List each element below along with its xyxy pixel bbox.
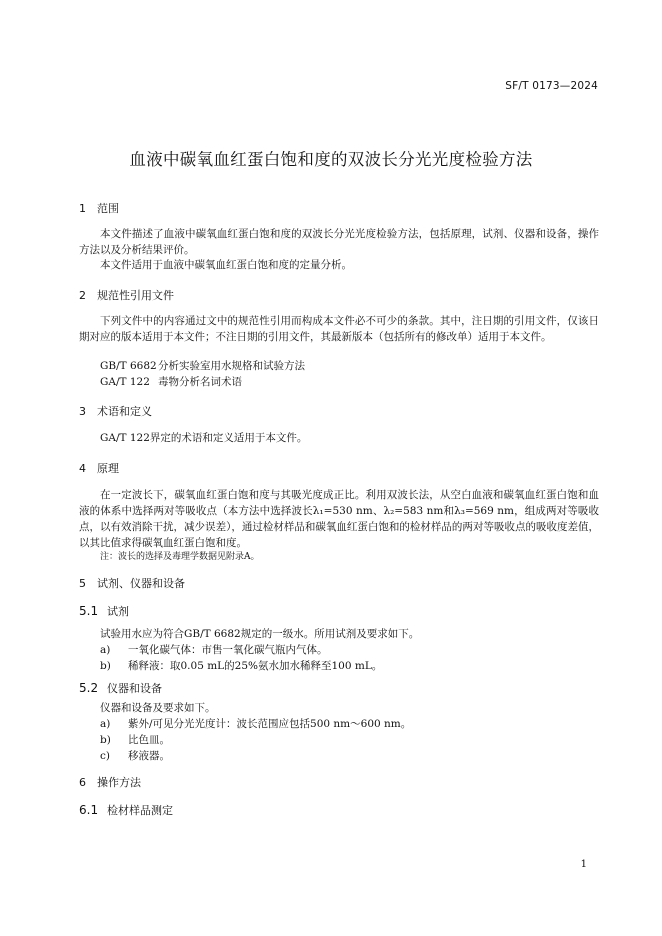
section-title: 范围 bbox=[97, 202, 119, 215]
section-2-paragraph-1: 下列文件中的内容通过文中的规范性引用而构成本文件必不可少的条款。其中，注日期的引用文件，仅该日期对应的版本适用于本文件；不注日期的引用文件，其最新版本（包括所有的修改单）适用于本文件。 bbox=[79, 315, 599, 343]
normative-reference bbox=[100, 374, 242, 390]
section-2-heading bbox=[79, 287, 174, 303]
section-number: 3 bbox=[79, 405, 86, 418]
section-title: 原理 bbox=[97, 462, 119, 475]
section-6-heading bbox=[79, 774, 141, 790]
document-title: 血液中碳氧血红蛋白饱和度的双波长分光光度检验方法 bbox=[129, 150, 533, 169]
section-5-heading bbox=[79, 575, 185, 591]
reference-code: GA/T 122 bbox=[100, 376, 150, 388]
list-item bbox=[100, 716, 411, 732]
section-title: 操作方法 bbox=[97, 776, 141, 789]
list-item-text: 稀释液：取0.05 mL的25%氨水加水稀释至100 mL。 bbox=[128, 660, 383, 672]
section-5-1-heading bbox=[79, 603, 129, 619]
section-number: 5.2 bbox=[79, 681, 99, 695]
section-number: 1 bbox=[79, 202, 86, 215]
section-number: 2 bbox=[79, 289, 86, 302]
list-item bbox=[100, 748, 170, 764]
section-3-heading bbox=[79, 403, 152, 419]
section-title: 试剂 bbox=[107, 605, 129, 618]
section-5-2-intro: 仪器和设备及要求如下。 bbox=[100, 702, 216, 714]
section-title: 术语和定义 bbox=[97, 405, 152, 418]
section-title: 仪器和设备 bbox=[107, 682, 162, 695]
list-item-label: b) bbox=[100, 660, 111, 672]
section-title: 试剂、仪器和设备 bbox=[97, 577, 185, 590]
list-item-text: 比色皿。 bbox=[128, 734, 170, 746]
section-title: 检材样品测定 bbox=[107, 804, 173, 817]
list-item-label: c) bbox=[100, 750, 110, 762]
list-item-label: a) bbox=[100, 644, 111, 656]
section-number: 6 bbox=[79, 776, 86, 789]
list-item-text: 紫外/可见分光光度计：波长范围应包括500 nm～600 nm。 bbox=[128, 718, 412, 730]
section-5-1-intro: 试验用水应为符合GB/T 6682规定的一级水。所用试剂及要求如下。 bbox=[100, 628, 420, 640]
section-5-2-heading bbox=[79, 680, 162, 696]
list-item-text: 移液器。 bbox=[128, 750, 170, 762]
list-item-label: b) bbox=[100, 734, 111, 746]
section-4-note: 注：波长的选择及毒理学数据见附录A。 bbox=[100, 552, 260, 562]
section-1-paragraph-2: 本文件适用于血液中碳氧血红蛋白饱和度的定量分析。 bbox=[100, 259, 352, 271]
list-item-label: a) bbox=[100, 718, 111, 730]
section-3-paragraph-1: GA/T 122界定的术语和定义适用于本文件。 bbox=[100, 432, 308, 444]
page-number: 1 bbox=[580, 859, 587, 870]
section-1-heading bbox=[79, 200, 119, 216]
standard-number: SF/T 0173—2024 bbox=[505, 80, 598, 92]
list-item bbox=[100, 642, 328, 658]
reference-code: GB/T 6682 bbox=[100, 360, 157, 372]
normative-reference bbox=[100, 358, 305, 374]
section-number: 5.1 bbox=[79, 604, 99, 618]
list-item bbox=[100, 658, 382, 674]
list-item-text: 一氧化碳气体：市售一氧化碳气瓶内气体。 bbox=[128, 644, 328, 656]
section-4-heading bbox=[79, 460, 119, 476]
section-number: 5 bbox=[79, 577, 86, 590]
reference-title: 毒物分析名词术语 bbox=[158, 376, 242, 388]
list-item bbox=[100, 732, 170, 748]
section-number: 4 bbox=[79, 462, 86, 475]
section-number: 6.1 bbox=[79, 803, 99, 817]
section-6-1-heading bbox=[79, 802, 173, 818]
section-title: 规范性引用文件 bbox=[97, 289, 174, 302]
reference-title: 分析实验室用水规格和试验方法 bbox=[158, 360, 305, 372]
section-1-paragraph-1: 本文件描述了血液中碳氧血红蛋白饱和度的双波长分光光度检验方法，包括原理，试剂、仪器和设备，操作方法以及分析结果评价。 bbox=[79, 228, 599, 256]
section-4-paragraph-1: 在一定波长下，碳氧血红蛋白饱和度与其吸光度成正比。利用双波长法，从空白血液和碳氧血红蛋白饱和血液的体系中选择两对等吸收点（本方法中选择波长λ₁=530 nm、λ₂=583 nm和λ₃=569 nm，组成两对等吸收点，以有效消除干扰，减少误差），通过检材样品和碳氧血红蛋白饱和的检材样品的两对等吸收点的吸收度差值，以其比值求得碳氧血红蛋白饱和度。 bbox=[79, 489, 599, 549]
